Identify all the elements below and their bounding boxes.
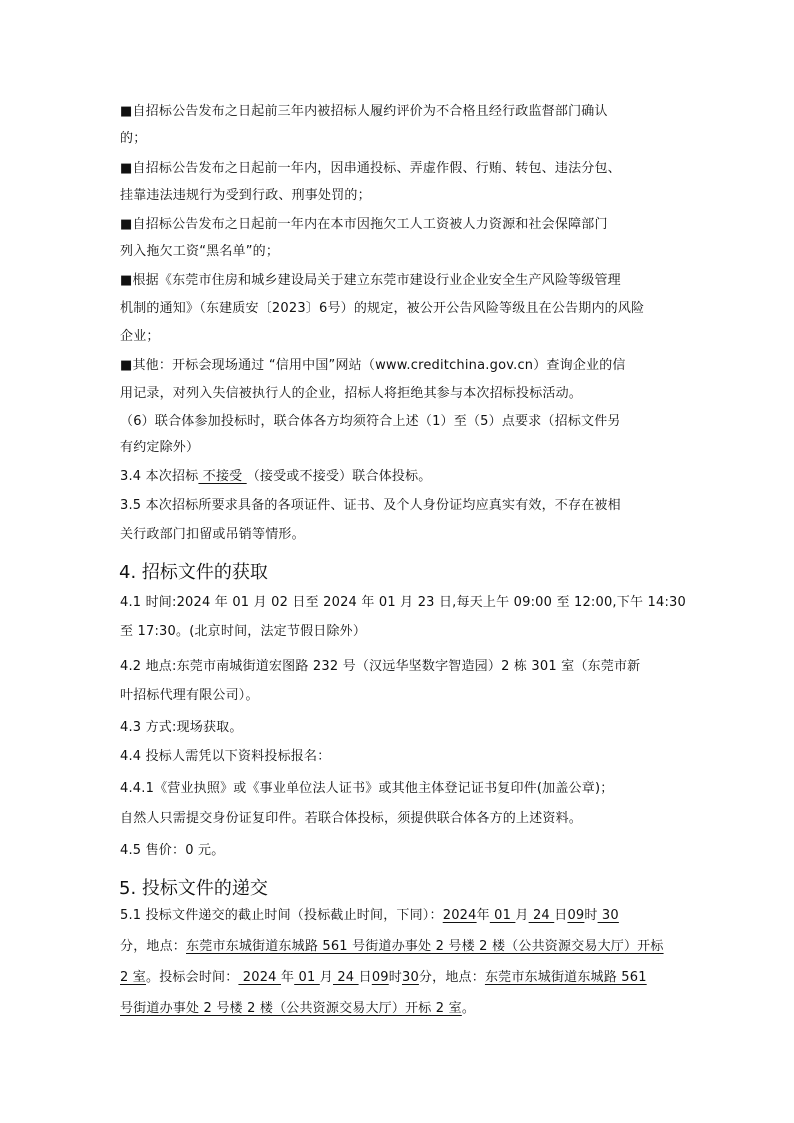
bullet-1-line-1: ■自招标公告发布之日起前三年内被招标人履约评价为不合格且经行政监督部门确认 (120, 104, 608, 119)
clause-3-5-line-2: 关行政部门扣留或吊销等情形。 (120, 527, 305, 542)
clause-4-1-line-2: 至 17:30。(北京时间，法定节假日除外） (120, 624, 367, 639)
bullet-2-line-2: 挂靠违法违规行为受到行政、刑事处罚的； (120, 188, 371, 203)
clause-5-1-line-3: 2 室。投标会时间： 2024 年 01 月 24 日09时30分，地点：东莞市东城街道东城路 561 (120, 970, 647, 985)
clause-4-1-line-1: 4.1 时间:2024 年 01 月 02 日至 2024 年 01 月 23 日,每天上午 09:00 至 12:00,下午 14:30 (120, 595, 686, 610)
clause-5-1-line-4: 号街道办事处 2 号楼 2 楼（公共资源交易大厅）开标 2 室。 (120, 1001, 476, 1016)
clause-4-4: 4.4 投标人需凭以下资料投标报名： (120, 749, 331, 764)
bullet-5-line-2: 用记录，对列入失信被执行人的企业，招标人将拒绝其参与本次招标投标活动。 (120, 386, 583, 401)
clause-4-2-line-2: 叶招标代理有限公司）。 (120, 688, 259, 703)
clause-5-1-line-2: 分，地点：东莞市东城街道东城路 561 号街道办事处 2 号楼 2 楼（公共资源交易大厅）开标 (120, 939, 664, 954)
clause-4-3: 4.3 方式:现场获取。 (120, 720, 243, 735)
clause-3-5-line-1: 3.5 本次招标所要求具备的各项证件、证书、及个人身份证均应真实有效，不存在被相 (120, 498, 621, 513)
bullet-4-line-3: 企业； (120, 329, 160, 344)
clause-4-4-1-line-1: 4.4.1《营业执照》或《事业单位法人证书》或其他主体登记证书复印件(加盖公章)； (120, 781, 614, 796)
bullet-3-line-1: ■自招标公告发布之日起前一年内在本市因拖欠工人工资被人力资源和社会保障部门 (120, 217, 608, 232)
section-4-heading: 4. 招标文件的获取 (119, 562, 268, 583)
clause-4-4-1-line-2: 自然人只需提交身份证复印件。若联合体投标，须提供联合体各方的上述资料。 (120, 811, 583, 826)
bullet-4-line-1: ■根据《东莞市住房和城乡建设局关于建立东莞市建设行业企业安全生产风险等级管理 (120, 273, 621, 288)
clause-3-4: 3.4 本次招标 不接受 （接受或不接受）联合体投标。 (120, 469, 432, 484)
section-5-heading: 5. 投标文件的递交 (119, 878, 268, 899)
bullet-5-line-1: ■其他：开标会现场通过 “信用中国”网站（www.creditchina.gov.cn）查询企业的信 (120, 358, 626, 373)
clause-4-5: 4.5 售价：0 元。 (120, 843, 225, 858)
clause-6-line-2: 有约定除外） (120, 440, 200, 455)
bullet-1-line-2: 的； (120, 131, 147, 146)
clause-6-line-1: （6）联合体参加投标时，联合体各方均须符合上述（1）至（5）点要求（招标文件另 (120, 414, 621, 429)
bullet-2-line-1: ■自招标公告发布之日起前一年内，因串通投标、弄虚作假、行贿、转包、违法分包、 (120, 161, 621, 176)
bullet-3-line-2: 列入拖欠工资“黑名单”的； (120, 244, 280, 259)
clause-5-1-line-1: 5.1 投标文件递交的截止时间（投标截止时间，下同）：2024年 01 月 24 日09时 30 (120, 908, 619, 923)
bullet-4-line-2: 机制的通知》（东建质安〔2023〕6号）的规定，被公开公告风险等级且在公告期内的风险 (120, 301, 645, 316)
clause-4-2-line-1: 4.2 地点:东莞市南城街道宏图路 232 号（汉远华坚数字智造园）2 栋 301 室（东莞市新 (120, 659, 641, 674)
